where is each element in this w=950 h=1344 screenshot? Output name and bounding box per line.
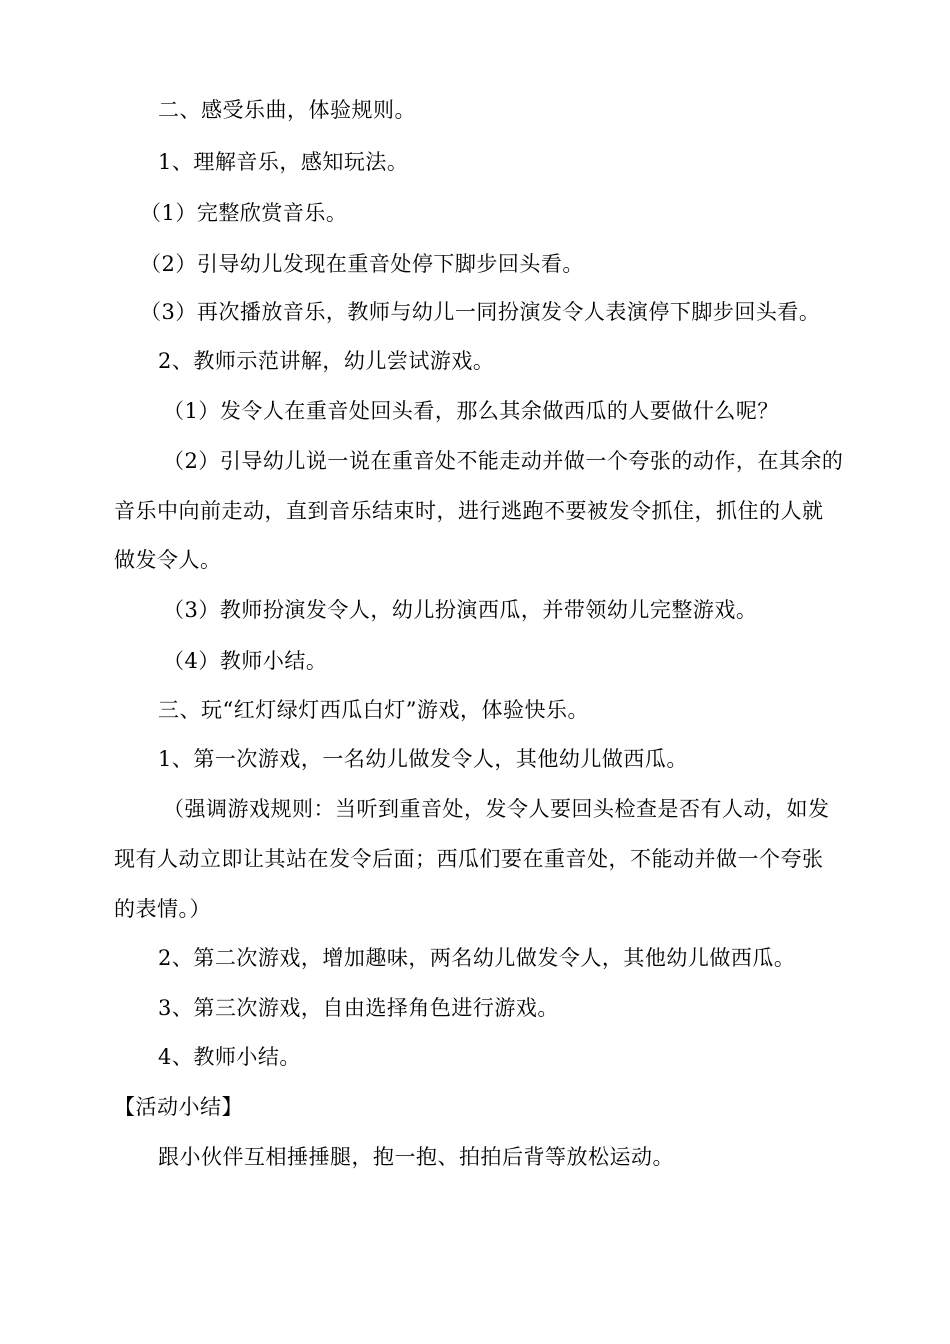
game-rules: （强调游戏规则：当听到重音处，发令人要回头检查是否有人动，如发	[163, 797, 830, 821]
game-3: 3、第三次游戏，自由选择角色进行游戏。	[158, 996, 559, 1020]
section-heading-3: 三、玩“红灯绿灯西瓜白灯”游戏，体验快乐。	[158, 698, 589, 722]
step-1-1: （1）完整欣赏音乐。	[140, 201, 348, 225]
step-2-3: （3）教师扮演发令人，幼儿扮演西瓜，并带领幼儿完整游戏。	[163, 598, 758, 622]
game-rules-cont: 现有人动立即让其站在发令后面；西瓜们要在重音处，不能动并做一个夸张	[114, 847, 824, 871]
activity-summary-heading: 【活动小结】	[114, 1095, 243, 1119]
teacher-summary: 4、教师小结。	[158, 1045, 301, 1069]
activity-summary-text: 跟小伙伴互相捶捶腿，抱一抱、拍拍后背等放松运动。	[158, 1145, 674, 1169]
step-1-3: （3）再次播放音乐，教师与幼儿一同扮演发令人表演停下脚步回头看。	[140, 300, 821, 324]
game-1: 1、第一次游戏，一名幼儿做发令人，其他幼儿做西瓜。	[158, 747, 688, 771]
step-2-1: （1）发令人在重音处回头看，那么其余做西瓜的人要做什么呢？	[163, 399, 779, 423]
game-rules-end: 的表情。）	[114, 897, 211, 921]
step-2-2-end: 做发令人。	[114, 548, 222, 572]
step-2-4: （4）教师小结。	[163, 649, 328, 673]
subsection-2: 2、教师示范讲解，幼儿尝试游戏。	[158, 349, 495, 373]
step-2-2: （2）引导幼儿说一说在重音处不能走动并做一个夸张的动作，在其余的	[163, 449, 844, 473]
section-heading-2: 二、感受乐曲，体验规则。	[158, 98, 416, 122]
game-2: 2、第二次游戏，增加趣味，两名幼儿做发令人，其他幼儿做西瓜。	[158, 946, 796, 970]
subsection-1: 1、理解音乐，感知玩法。	[158, 150, 409, 174]
step-1-2: （2）引导幼儿发现在重音处停下脚步回头看。	[140, 252, 584, 276]
step-2-2-cont: 音乐中向前走动，直到音乐结束时，进行逃跑不要被发令抓住，抓住的人就	[114, 499, 824, 523]
